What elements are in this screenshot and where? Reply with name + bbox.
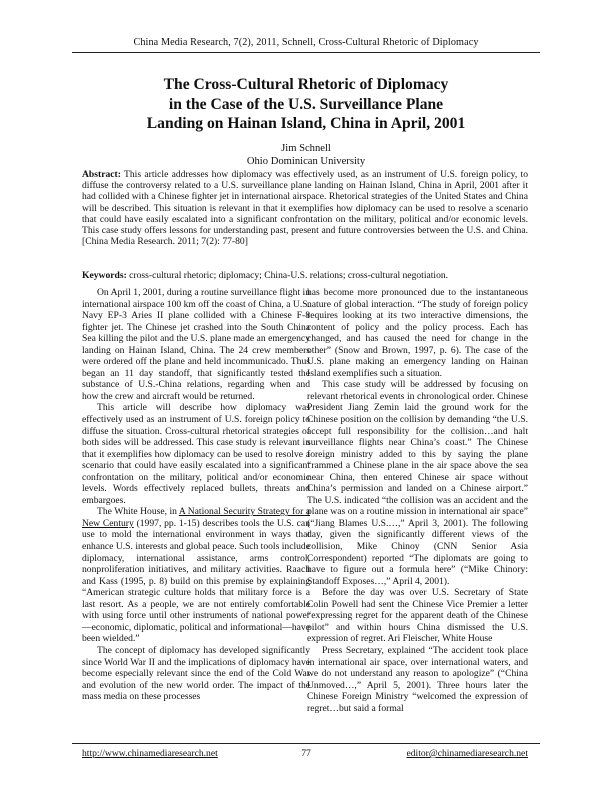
paragraph [82,506,310,645]
paragraph: Press Secretary, explained “The accident took place in international air space, over international waters, and we do not understand any reason to apologize” (“China Unmoved…,” April 5, 2001). Three hours later the Chinese Foreign Ministry “welcomed the expression of regret…but said a formal [307,644,528,714]
title-line-3: Landing on Hainan Island, China in April, 2001 [146,115,466,132]
running-header: China Media Research, 7(2), 2011, Schnell, Cross-Cultural Rhetoric of Diplomacy [133,37,479,48]
author-block [72,142,540,168]
title-line-2: in the Case of the U.S. Surveillance Plane [168,95,444,113]
footer-rule [72,743,540,744]
abstract-label: Abstract: [82,169,121,180]
author-name: Jim Schnell [281,143,331,154]
header-rule [72,52,540,53]
keywords [82,270,528,281]
paragraph-text: (1997, pp. 1-15) describes tools the U.S. can use to mold the international environment in ways that enhance U.S. interests and global peace. Such tools include diplomacy, international assistance, arms control, nonproliferation initiatives, and military activities. Raach and Kass (1995, p. 8) build on this premise by explaining “American strategic culture holds that military force is a last resort. As a people, we are not entirely comfortable with using force until other instruments of national power—economic, diplomatic, political and informational—have been wielded.” [82,517,310,645]
abstract-text: This article addresses how diplomacy was effectively used, as an instrument of U.S. foreign policy, to diffuse the controversy related to a U.S. surveillance plane landing on Hainan Island, China in April, 2001 after it had collided with a Chinese fighter jet in international airspace. Rhetorical strategies of the United States and China will be described. This situation is relevant in that it exemplifies how diplomacy can be used to resolve a scenario that could have easily escalated into a significant confrontation on the military, political and/or economic levels. This case study offers lessons for understanding past, present and future controversies between the U.S. and China. [China Media Research. 2011; 7(2): 77-80] [82,169,528,248]
paragraph: The concept of diplomacy has developed significantly since World War II and the implications of diplomacy have become especially relevant since the end of the Cold War and evolution of the new world order. The impact of the mass media on these processes [82,644,310,703]
page-number: 77 [301,748,311,759]
paragraph-text: The White House, in [97,506,179,518]
body-column-left [82,287,310,703]
paragraph: This article will describe how diplomacy was effectively used as an instrument of U.S. foreign policy to diffuse the situation. Cross-cultural rhetorical strategies of both sides will be addressed. This case study is relevant in that it exemplifies how diplomacy can be used to resolve a scenario that could have easily escalated into a significant confrontation on the military, political and/or economic levels. Words effectively replaced bullets, threats and embargoes. [82,402,310,506]
paragraph: has become more pronounced due to the instantaneous nature of global interaction. “The study of foreign policy requires looking at its two interactive dimensions, the content of policy and the policy process. Each has changed, and has caused the need for change in the other” (Snow and Brown, 1997, p. 6). The case of the U.S. plane making an emergency landing on Hainan Island exemplifies such a situation. [307,287,528,379]
paragraph: This case study will be addressed by focusing on relevant rhetorical events in chronological order. Chinese President Jiang Zemin laid the ground work for the Chinese position on the collision by demanding “the U.S. accept full responsibility for the collision…and halt surveillance flights near China’s coast.” The Chinese foreign ministry added to this by saying the plane “rammed a Chinese plane in the air space above the sea near China, then entered Chinese air space without China’s permission and landed on a Chinese airport.” The U.S. indicated “the collision was an accident and the plane was on a routine mission in international air space” (“Jiang Blames U.S.…,” April 3, 2001). The following day, given the significantly different views of the collision, Mike Chinoy (CNN Senior Asia Correspondent) reported “The diplomats are going to have to figure out a formula here” (“Mike Chinory: Standoff Exposes…,” April 4, 2001). [307,379,528,587]
body-column-right [307,287,528,714]
keywords-label: Keywords: [82,270,127,281]
abstract [82,169,528,247]
paragraph: Before the day was over U.S. Secretary of State Colin Powell had sent the Chinese Vice Premier a letter “expressing regret for the apparent death of the Chinese pilot” and within hours China dismissed the U.S. expression of regret. Ari Fleischer, White House [307,587,528,645]
paragraph: On April 1, 2001, during a routine surveillance flight in international airspace 100 km off the coast of China, a U.S. Navy EP-3 Aries II plane collided with a Chinese F-8 fighter jet. The Chinese jet crashed into the South China Sea killing the pilot and the U.S. plane made an emergency landing on Hainan Island, China. The 24 crew members were ordered off the plane and held incommunicado. Thus began an 11 day standoff, that significantly tested the substance of U.S.-China relations, regarding when and how the crew and aircraft would be returned. [82,287,310,402]
footer-email-link[interactable]: editor@chinamediaresearch.net [406,748,528,759]
author-affiliation: Ohio Dominican University [246,156,366,167]
title-line-1: The Cross-Cultural Rhetoric of Diplomacy [163,76,449,93]
keywords-text: cross-cultural rhetoric; diplomacy; China-U.S. relations; cross-cultural negotiation. [126,270,449,281]
article-title [72,75,540,134]
footer-website-link[interactable]: http://www.chinamediaresearch.net [82,748,218,759]
cited-title: A National Security Strategy for a New Century [82,506,310,529]
